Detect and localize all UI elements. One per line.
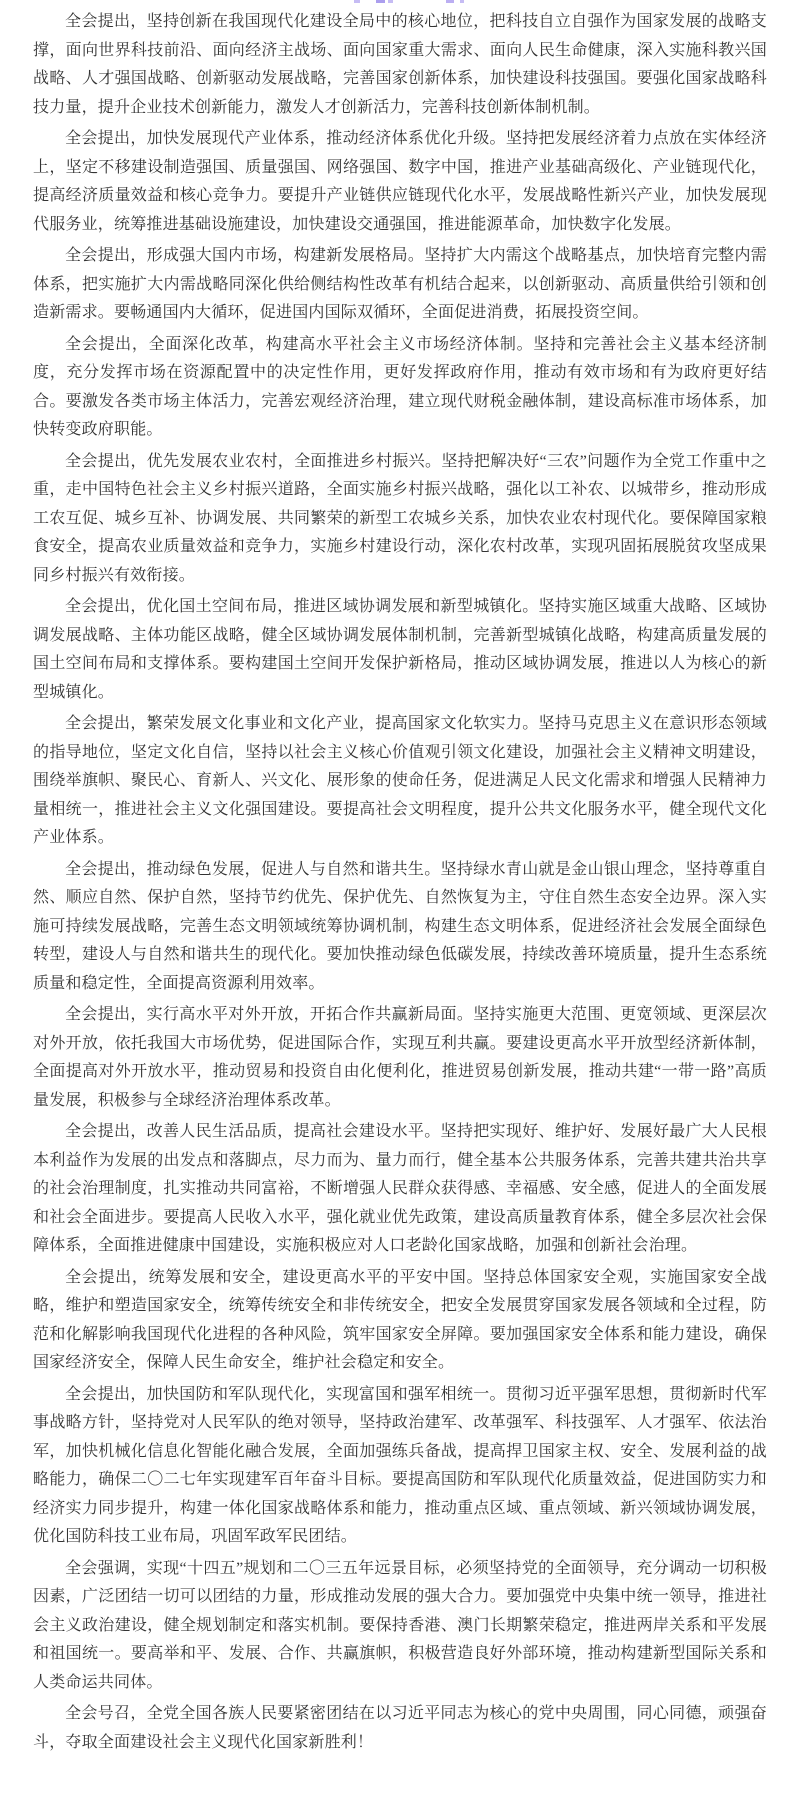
paragraph-party-leadership: 全会强调，实现“十四五”规划和二〇三五年远景目标，必须坚持党的全面领导，充分调动一切积极因素，广泛团结一切可以团结的力量，形成推动发展的强大合力。要加强党中央集中统一领导，推进社会主义政治建设，健全规划制定和落实机制。要保持香港、澳门长期繁荣稳定，推进两岸关系和平发展和祖国统一。要高举和平、发展、合作、共赢旗帜，积极营造良好外部环境，推动构建新型国际关系和人类命运共同体。 xyxy=(33,1559,767,1691)
paragraph-domestic-market: 全会提出，形成强大国内市场，构建新发展格局。坚持扩大内需这个战略基点，加快培育完整内需体系，把实施扩大内需战略同深化供给侧结构性改革有机结合起来，以创新驱动、高质量供给引领和创造新需求。要畅通国内大循环，促进国内国际双循环，全面促进消费，拓展投资空间。 xyxy=(33,247,767,321)
paragraph-rural-revitalization: 全会提出，优先发展农业农村，全面推进乡村振兴。坚持把解决好“三农”问题作为全党工作重中之重，走中国特色社会主义乡村振兴道路，全面实施乡村振兴战略，强化以工补农、以城带乡，推动形成工农互促、城乡互补、协调发展、共同繁荣的新型工农城乡关系，加快农业农村现代化。要保障国家粮食安全，提高农业质量效益和竞争力，实施乡村建设行动，深化农村改革，实现巩固拓展脱贫攻坚成果同乡村振兴有效衔接。 xyxy=(33,452,767,584)
paragraph-national-defense: 全会提出，加快国防和军队现代化，实现富国和强军相统一。贯彻习近平强军思想，贯彻新时代军事战略方针，坚持党对人民军队的绝对领导，坚持政治建军、改革强军、科技强军、人才强军、依法治军，加快机械化信息化智能化融合发展，全面加强练兵备战，提高捍卫国家主权、安全、发展利益的战略能力，确保二〇二七年实现建军百年奋斗目标。要提高国防和军队现代化质量效益，促进国防实力和经济实力同步提升，构建一体化国家战略体系和能力，推动重点区域、重点领域、新兴领域协调发展，优化国防科技工业布局，巩固军政军民团结。 xyxy=(33,1385,767,1545)
paragraph-culture: 全会提出，繁荣发展文化事业和文化产业，提高国家文化软实力。坚持马克思主义在意识形态领域的指导地位，坚定文化自信，坚持以社会主义核心价值观引领文化建设，加强社会主义精神文明建设，围绕举旗帜、聚民心、育新人、兴文化、展形象的使命任务，促进满足人民文化需求和增强人民精神力量相统一，推进社会主义文化强国建设。要提高社会文明程度，提升公共文化服务水平，健全现代文化产业体系。 xyxy=(33,715,767,846)
paragraph-reform: 全会提出，全面深化改革，构建高水平社会主义市场经济体制。坚持和完善社会主义基本经济制度，充分发挥市场在资源配置中的决定性作用，更好发挥政府作用，推动有效市场和有为政府更好结合。要激发各类市场主体活力，完善宏观经济治理，建立现代财税金融体制，建设高标准市场体系，加快转变政府职能。 xyxy=(33,335,767,438)
paragraph-call-to-action: 全会号召，全党全国各族人民要紧密团结在以习近平同志为核心的党中央周围，同心同德，顽强奋斗，夺取全面建设社会主义现代化国家新胜利！ xyxy=(33,1705,767,1751)
paragraph-opening-up: 全会提出，实行高水平对外开放，开拓合作共赢新局面。坚持实施更大范围、更宽领域、更深层次对外开放，依托我国大市场优势，促进国际合作，实现互利共赢。要建设更高水平开放型经济新体制，全面提高对外开放水平，推动贸易和投资自由化便利化，推进贸易创新发展，推动共建“一带一路”高质量发展，积极参与全球经济治理体系改革。 xyxy=(33,1006,767,1109)
paragraph-regional-development: 全会提出，优化国土空间布局，推进区域协调发展和新型城镇化。坚持实施区域重大战略、区域协调发展战略、主体功能区战略，健全区域协调发展体制机制，完善新型城镇化战略，构建高质量发展的国土空间布局和支撑体系。要构建国土空间开发保护新格局，推动区域协调发展，推进以人为核心的新型城镇化。 xyxy=(33,598,767,701)
paragraph-industry: 全会提出，加快发展现代产业体系，推动经济体系优化升级。坚持把发展经济着力点放在实体经济上，坚定不移建设制造强国、质量强国、网络强国、数字中国，推进产业基础高级化、产业链现代化，提高经济质量效益和核心竞争力。要提升产业链供应链现代化水平，发展战略性新兴产业，加快发展现代服务业，统筹推进基础设施建设，加快建设交通强国，推进能源革命，加快数字化发展。 xyxy=(33,130,767,233)
paragraph-security: 全会提出，统筹发展和安全，建设更高水平的平安中国。坚持总体国家安全观，实施国家安全战略，维护和塑造国家安全，统筹传统安全和非传统安全，把安全发展贯穿国家发展各领域和全过程，防范和化解影响我国现代化进程的各种风险，筑牢国家安全屏障。要加强国家安全体系和能力建设，确保国家经济安全，保障人民生命安全，维护社会稳定和安全。 xyxy=(33,1268,767,1371)
paragraph-livelihood: 全会提出，改善人民生活品质，提高社会建设水平。坚持把实现好、维护好、发展好最广大人民根本利益作为发展的出发点和落脚点，尽力而为、量力而行，健全基本公共服务体系，完善共建共治共享的社会治理制度，扎实推动共同富裕，不断增强人民群众获得感、幸福感、安全感，促进人的全面发展和社会全面进步。要提高人民收入水平，强化就业优先政策，建设高质量教育体系，健全多层次社会保障体系，全面推进健康中国建设，实施积极应对人口老龄化国家战略，加强和创新社会治理。 xyxy=(33,1123,767,1254)
paragraph-green-development: 全会提出，推动绿色发展，促进人与自然和谐共生。坚持绿水青山就是金山银山理念，坚持尊重自然、顺应自然、保护自然，坚持节约优先、保护优先、自然恢复为主，守住自然生态安全边界。深入实施可持续发展战略，完善生态文明领域统筹协调机制，构建生态文明体系，促进经济社会发展全面绿色转型，建设人与自然和谐共生的现代化。要加快推动绿色低碳发展，持续改善环境质量，提升生态系统质量和稳定性，全面提高资源利用效率。 xyxy=(33,860,767,992)
paragraph-innovation: 全会提出，坚持创新在我国现代化建设全局中的核心地位，把科技自立自强作为国家发展的战略支撑，面向世界科技前沿、面向经济主战场、面向国家重大需求、面向人民生命健康，深入实施科教兴国战略、人才强国战略、创新驱动发展战略，完善国家创新体系，加快建设科技强国。要强化国家战略科技力量，提升企业技术创新能力，激发人才创新活力，完善科技创新体制机制。 xyxy=(33,13,767,116)
clipped-link-fragment xyxy=(350,0,480,4)
